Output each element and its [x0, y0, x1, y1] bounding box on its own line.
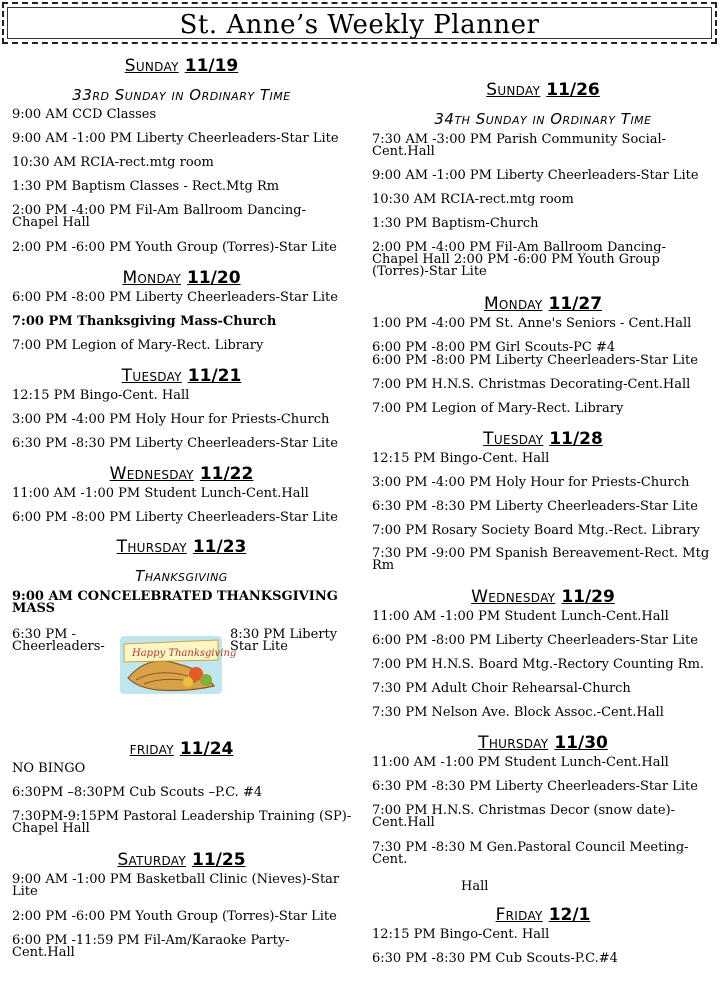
day-name: Wednesday	[471, 587, 556, 607]
event-item: 12:15 PM Bingo-Cent. Hall	[12, 388, 190, 403]
day-heading-friday-11-24	[0, 739, 363, 759]
event-item: 9:00 AM -1:00 PM Liberty Cheerleaders-Star Lite	[12, 131, 339, 146]
day-name: Sunday	[124, 56, 179, 76]
event-item: 12:15 PM Bingo-Cent. Hall	[372, 927, 550, 942]
day-heading-wednesday-11-22	[0, 464, 363, 484]
banner-text: Happy Thanksgiving	[132, 648, 237, 659]
event-item: 6:30 PM -8:30 PM Cub Scouts-P.C.#4	[372, 951, 618, 966]
event-item-continuation: Hall	[461, 879, 489, 894]
day-date: 12/1	[548, 905, 591, 925]
title-banner	[2, 2, 717, 44]
event-item: 6:00 PM -8:00 PM Girl Scouts-PC #4	[372, 340, 616, 355]
day-heading-monday-11-20	[0, 268, 363, 288]
cornucopia-icon	[118, 634, 237, 696]
day-name: Friday	[495, 905, 543, 925]
event-item: 11:00 AM -1:00 PM Student Lunch-Cent.Hall	[372, 609, 669, 624]
page-title: St. Anne’s Weekly Planner	[179, 10, 540, 40]
event-item: 1:00 PM -4:00 PM St. Anne's Seniors - Cent.Hall	[372, 316, 692, 331]
event-item: 12:15 PM Bingo-Cent. Hall	[372, 451, 550, 466]
day-name: Monday	[122, 268, 181, 288]
event-item: 6:00 PM -8:00 PM Liberty Cheerleaders-Star Lite	[372, 633, 698, 648]
event-item: 7:30 PM -9:00 PM Spanish Bereavement-Rect. Mtg Rm	[372, 546, 710, 573]
event-item: 6:30 PM -8:30 PM Liberty Cheerleaders-Star Lite	[372, 779, 698, 794]
event-item: 11:00 AM -1:00 PM Student Lunch-Cent.Hall	[372, 755, 669, 770]
event-item: 7:00 PM H.N.S. Christmas Decor (snow date)-Cent.Hall	[372, 803, 676, 830]
event-item: 1:30 PM Baptism Classes - Rect.Mtg Rm	[12, 179, 280, 194]
event-item: 6:30PM –8:30PM Cub Scouts –P.C. #4	[12, 785, 263, 800]
event-item: 7:30 PM Nelson Ave. Block Assoc.-Cent.Hall	[372, 705, 664, 720]
event-item: 7:00 PM Thanksgiving Mass-Church	[12, 314, 277, 329]
day-date: 11/27	[548, 294, 603, 314]
day-heading-wednesday-11-29	[363, 587, 723, 607]
day-date: 11/28	[549, 429, 603, 449]
event-item: 7:00 PM Legion of Mary-Rect. Library	[12, 338, 264, 353]
event-item: 2:00 PM -6:00 PM Youth Group (Torres)-Star Lite	[12, 909, 337, 924]
event-item: 6:00 PM -8:00 PM Liberty Cheerleaders-Star Lite	[372, 353, 698, 368]
event-item: 10:30 AM RCIA-rect.mtg room	[372, 192, 574, 207]
day-date: 11/26	[546, 80, 600, 100]
event-item: 1:30 PM Baptism-Church	[372, 216, 539, 231]
event-item: 11:00 AM -1:00 PM Student Lunch-Cent.Hall	[12, 486, 309, 501]
day-date: 11/30	[554, 733, 608, 753]
day-date: 11/22	[199, 464, 254, 484]
day-date: 11/29	[561, 587, 615, 607]
day-heading-tuesday-11-28	[363, 429, 723, 449]
event-item: 2:00 PM -4:00 PM Fil-Am Ballroom Dancing-Chapel Hall	[12, 203, 307, 230]
day-name: Monday	[483, 294, 543, 314]
event-item: 2:00 PM -4:00 PM Fil-Am Ballroom Dancing-Chapel Hall 2:00 PM -6:00 PM Youth Group (Torres)-Star Lite	[372, 240, 667, 279]
day-date: 11/21	[187, 366, 242, 386]
day-date: 11/24	[179, 739, 234, 759]
day-name: Thursday	[116, 537, 187, 557]
event-item: 3:00 PM -4:00 PM Holy Hour for Priests-Church	[372, 475, 690, 490]
event-item-split-left: 6:30 PM - Cheerleaders-	[12, 627, 105, 654]
event-item: 6:00 PM -11:59 PM Fil-Am/Karaoke Party-Cent.Hall	[12, 933, 290, 960]
event-item: 10:30 AM RCIA-rect.mtg room	[12, 155, 214, 170]
event-item: 7:00 PM Legion of Mary-Rect. Library	[372, 401, 624, 416]
event-item: 7:00 PM Rosary Society Board Mtg.-Rect. Library	[372, 523, 700, 538]
event-item: 9:00 AM -1:00 PM Liberty Cheerleaders-Star Lite	[372, 168, 699, 183]
thanksgiving-cornucopia-image	[118, 634, 237, 696]
event-item: 6:00 PM -8:00 PM Liberty Cheerleaders-Star Lite	[12, 290, 338, 305]
day-date: 11/23	[192, 537, 247, 557]
day-name: Thursday	[478, 733, 549, 753]
day-date: 11/25	[192, 850, 246, 870]
day-subtitle: Thanksgiving	[135, 567, 228, 585]
event-item: 2:00 PM -6:00 PM Youth Group (Torres)-Star Lite	[12, 240, 337, 255]
day-name: Wednesday	[109, 464, 194, 484]
event-item: 7:00 PM H.N.S. Christmas Decorating-Cent.Hall	[372, 377, 691, 392]
event-item: 3:00 PM -4:00 PM Holy Hour for Priests-Church	[12, 412, 330, 427]
day-heading-sunday-11-19	[0, 56, 363, 76]
event-item: 7:00 PM H.N.S. Board Mtg.-Rectory Counting Rm.	[372, 657, 705, 672]
day-subtitle: 33rd Sunday in Ordinary Time	[72, 86, 291, 104]
event-item: 9:00 AM CONCELEBRATED THANKSGIVING MASS	[12, 589, 338, 616]
event-item: 6:30 PM -8:30 PM Liberty Cheerleaders-Star Lite	[12, 436, 338, 451]
event-item: 7:30PM-9:15PM Pastoral Leadership Training (SP)-Chapel Hall	[12, 809, 352, 836]
day-name: Tuesday	[483, 429, 544, 449]
day-name: Sunday	[486, 80, 541, 100]
event-item: 7:30 PM -8:30 M Gen.Pastoral Council Meeting-Cent.	[372, 840, 689, 867]
day-date: 11/20	[187, 268, 241, 288]
day-name: Saturday	[117, 850, 187, 870]
day-heading-saturday-11-25	[0, 850, 363, 870]
day-name: friday	[129, 739, 174, 759]
day-heading-sunday-11-26	[363, 80, 723, 100]
event-item: 7:30 AM -3:00 PM Parish Community Social-Cent.Hall	[372, 132, 667, 159]
day-date: 11/19	[184, 56, 239, 76]
event-item: 6:30 PM -8:30 PM Liberty Cheerleaders-Star Lite	[372, 499, 698, 514]
day-heading-tuesday-11-21	[0, 366, 363, 386]
event-item: 9:00 AM CCD Classes	[12, 107, 157, 122]
day-subtitle: 34th Sunday in Ordinary Time	[434, 110, 652, 128]
day-heading-thursday-11-23	[0, 537, 363, 557]
day-heading-friday-12-1	[363, 905, 723, 925]
event-item: NO BINGO	[12, 761, 86, 776]
event-item-split-right: 8:30 PM Liberty Star Lite	[230, 627, 338, 654]
day-heading-monday-11-27	[363, 294, 723, 314]
event-item: 9:00 AM -1:00 PM Basketball Clinic (Nieves)-Star Lite	[12, 872, 340, 899]
day-name: Tuesday	[121, 366, 182, 386]
day-heading-thursday-11-30	[363, 733, 723, 753]
event-item: 7:30 PM Adult Choir Rehearsal-Church	[372, 681, 631, 696]
event-item: 6:00 PM -8:00 PM Liberty Cheerleaders-Star Lite	[12, 510, 338, 525]
